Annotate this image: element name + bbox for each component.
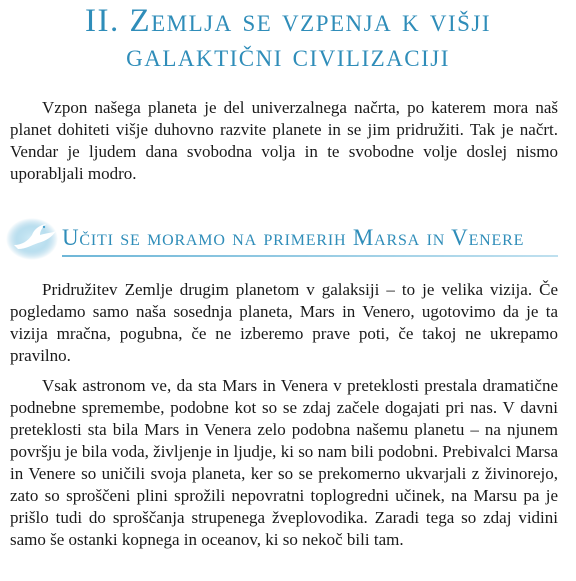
chapter-title-line-1: II. Zemlja se vzpenja k višji xyxy=(84,3,492,39)
chapter-title-line-2: galaktični civilizaciji xyxy=(126,38,450,74)
intro-paragraph: Vzpon našega planeta je del univerzalnega načrta, po katerem mora naš planet dohiteti višje duhovno razvite planete in se jim pridružiti. Tak je načrt. Vendar je ljudem dana svobodna volja in te svobodne volje doslej nismo uporabljali modro. xyxy=(10,98,558,183)
section-paragraph-1: Pridružitev Zemlje drugim planetom v galaksiji – to je velika vizija. Če pogledamo samo naša sosednja planeta, Mars in Venero, ugotovimo da je ta vizija mračna, pogubna, če ne izberemo prave poti, če takoj ne ukrepamo pravilno. xyxy=(10,280,558,365)
section-title: Učiti se moramo na primerih Marsa in Venere xyxy=(62,225,525,250)
dove-icon xyxy=(6,215,62,261)
section-paragraph-2: Vsak astronom ve, da sta Mars in Venera v preteklosti prestala dramatične podnebne spremembe, podobne kot so se zdaj začele dogajati pri nas. V davni preteklosti sta bila Mars in Venera zelo podobna našemu planetu – na njunem površju je bila voda, življenje in ljudje, ki so nam bili podobni. Prebivalci Marsa in Venere so uničili svoja planeta, ker so se prekomerno ukvarjali z živinorejo, zato so sproščeni plini sprožili nepovratni toplogredni učinek, na Marsu pa je prišlo tudi do sproščanja strupenega žveplovodika. Zaradi tega so zdaj vidini samo še ostanki kopnega in oceanov, ki so nekoč bili tam. xyxy=(10,376,558,549)
section-heading xyxy=(0,215,576,263)
section-divider xyxy=(62,255,558,257)
chapter-title xyxy=(40,4,536,74)
